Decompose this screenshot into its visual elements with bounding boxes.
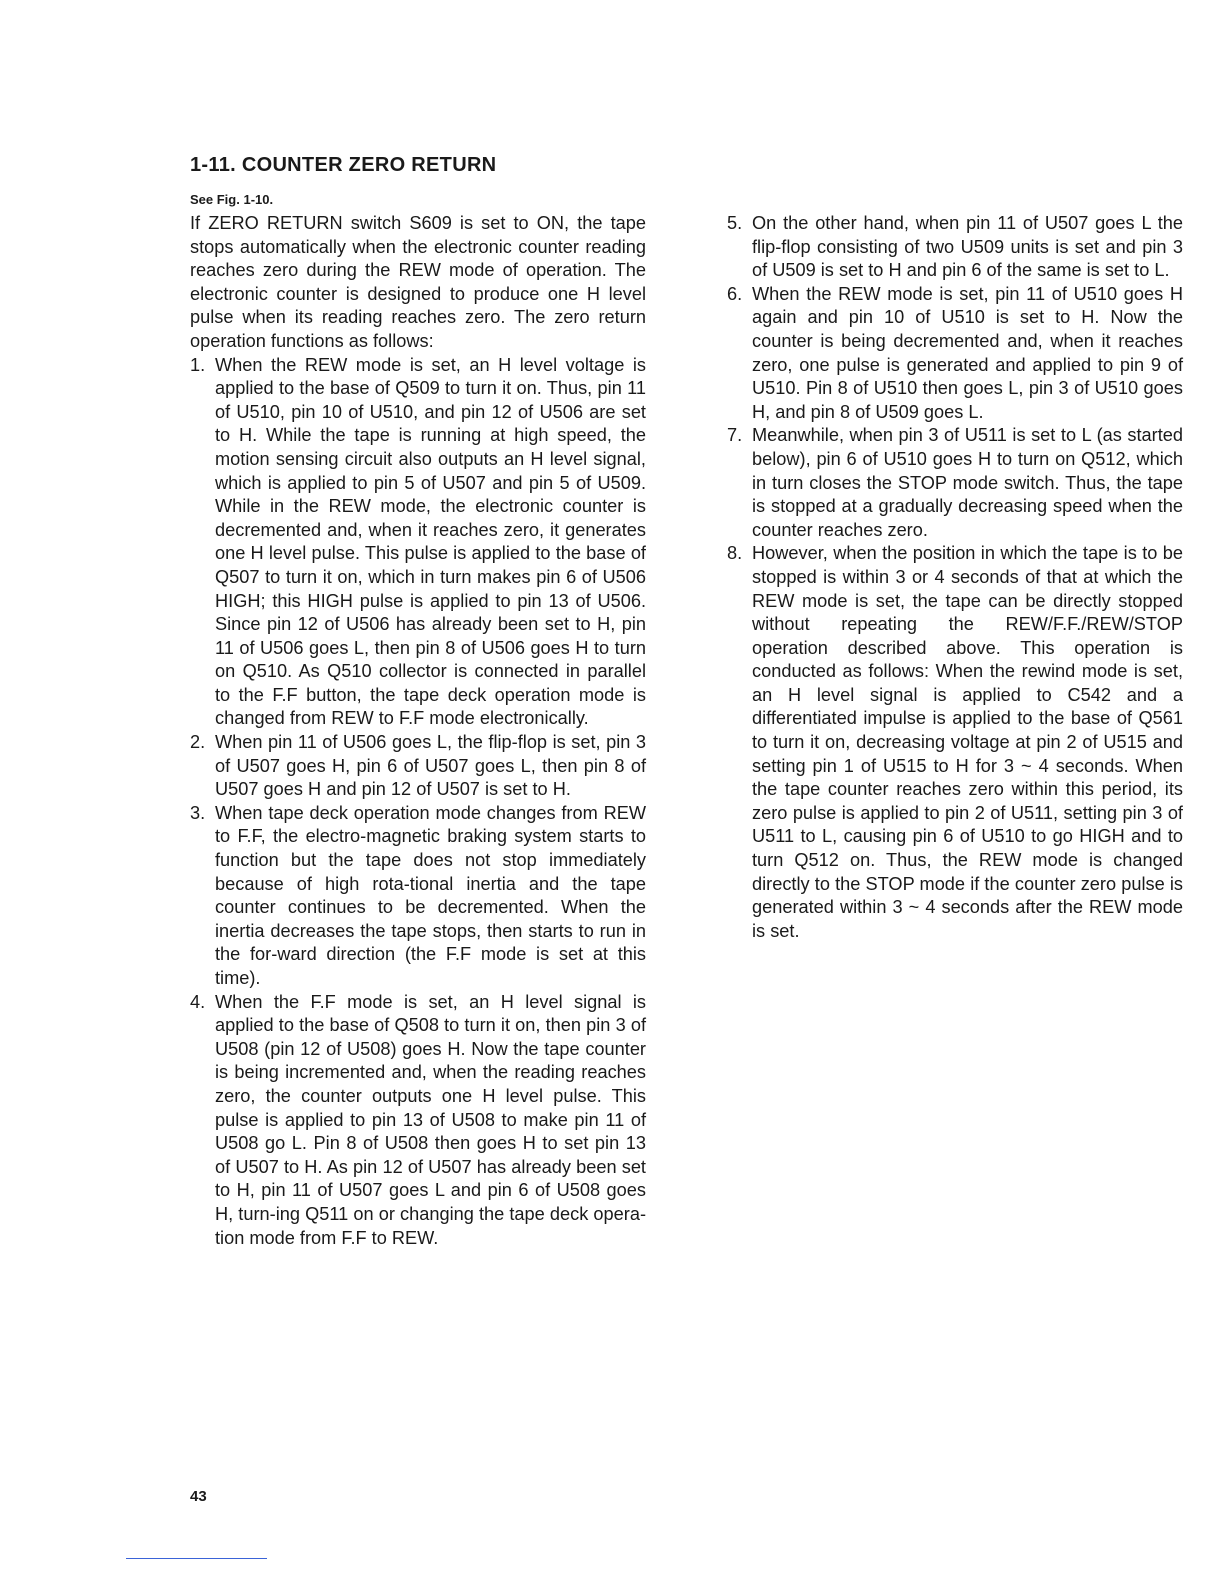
section-heading: 1-11. COUNTER ZERO RETURN: [190, 154, 497, 176]
list-number: 1.: [190, 354, 206, 375]
intro-paragraph: If ZERO RETURN switch S609 is set to ON, the tape stops automatically when the electronic counter reading reaches zero during the REW mode of operation. The electronic counter is designed to produce one H level pulse when its reading reaches zero. The zero return operation functions as follows:: [190, 213, 646, 351]
list-text: However, when the position in which the tape is to be stopped is within 3 or 4 seconds of that at which the REW mode is set, the tape can be directly stopped without repeating the REW/F.F./REW/STOP operation described above. This operation is conducted as follows: When the rewind mode is set, an H level signal is applied to C542 and a differentiated impulse is applied to the base of Q561 to turn it on, decreasing voltage at pin 2 of U515 and setting pin 1 of U515 to H for 3 ~ 4 seconds. When the tape counter reaches zero within this period, its zero pulse is applied to pin 2 of U511, setting pin 3 of U511 to L, causing pin 6 of U510 to go HIGH and to turn Q512 on. Thus, the REW mode is changed directly to the STOP mode if the counter zero pulse is generated within 3 ~ 4 seconds after the REW mode is set.: [752, 543, 1183, 941]
list-item-2: [190, 731, 646, 802]
list-item-6: [727, 283, 1183, 425]
list-item-7: [727, 424, 1183, 542]
left-column: [190, 212, 646, 1250]
list-number: 8.: [727, 543, 743, 564]
list-number: 6.: [727, 283, 743, 304]
list-number: 3.: [190, 802, 206, 823]
list-text: Meanwhile, when pin 3 of U511 is set to L (as started below), pin 6 of U510 goes H to turn on Q512, which in turn closes the STOP mode switch. Thus, the tape is stopped at a gradually decreasing speed when the counter reaches zero.: [752, 425, 1183, 540]
list-text: When the REW mode is set, an H level voltage is applied to the base of Q509 to turn it on. Thus, pin 11 of U510, pin 10 of U510, and pin 12 of U506 are set to H. While the tape is running at high speed, the motion sensing circuit also outputs an H level signal, which is applied to pin 5 of U507 and pin 5 of U509. While in the REW mode, the electronic counter is decremented and, when it reaches zero, it generates one H level pulse. This pulse is applied to the base of Q507 to turn it on, which in turn makes pin 6 of U506 HIGH; this HIGH pulse is applied to pin 13 of U506. Since pin 12 of U506 has already been set to H, pin 11 of U506 goes L, then pin 8 of U506 goes H to turn on Q510. As Q510 collector is connected in parallel to the F.F button, the tape deck operation mode is changed from REW to F.F mode electronically.: [215, 354, 646, 729]
list-item-8: [727, 542, 1183, 943]
list-number: 4.: [190, 991, 206, 1012]
list-item-5: [727, 212, 1183, 283]
list-number: 2.: [190, 732, 206, 753]
page-number: 43: [190, 1488, 207, 1505]
list-item-4: [190, 991, 646, 1251]
list-text: When tape deck operation mode changes from REW to F.F, the electro-magnetic braking system starts to function but the tape does not stop immediately because of high rota-tional inertia and the tape counter continues to be decremented. When the inertia decreases the tape stops, then starts to run in the for-ward direction (the F.F mode is set at this time).: [215, 802, 646, 988]
list-number: 5.: [727, 213, 743, 233]
figure-reference: See Fig. 1-10.: [190, 192, 274, 207]
list-text: When the REW mode is set, pin 11 of U510 goes H again and pin 10 of U510 is set to H. Now the counter is being decremented and, when it reaches zero, one pulse is generated and applied to pin 9 of U510. Pin 8 of U510 then goes L, pin 3 of U510 goes H, and pin 8 of U509 goes L.: [752, 283, 1183, 422]
right-column: [727, 212, 1183, 943]
list-text: When pin 11 of U506 goes L, the flip-flop is set, pin 3 of U507 goes H, pin 6 of U507 goes L, then pin 8 of U507 goes H and pin 12 of U507 is set to H.: [215, 732, 646, 800]
list-text: When the F.F mode is set, an H level signal is applied to the base of Q508 to turn it on, then pin 3 of U508 (pin 12 of U508) goes H. Now the tape counter is being incremented and, when the reading reaches zero, the counter outputs one H level pulse. This pulse is applied to pin 13 of U508 to make pin 11 of U508 go L. Pin 8 of U508 then goes H to set pin 13 of U507 to H. As pin 12 of U507 has already been set to H, pin 11 of U507 goes L and pin 6 of U508 goes H, turn-ing Q511 on or changing the tape deck opera-tion mode from F.F to REW.: [215, 991, 646, 1248]
list-item-3: [190, 802, 646, 991]
footer-divider: [126, 1558, 267, 1559]
list-number: 7.: [727, 425, 743, 446]
list-text: On the other hand, when pin 11 of U507 goes L the flip-flop consisting of two U509 units is set and pin 3 of U509 is set to H and pin 6 of the same is set to L.: [752, 213, 1183, 281]
list-item-1: [190, 354, 646, 732]
